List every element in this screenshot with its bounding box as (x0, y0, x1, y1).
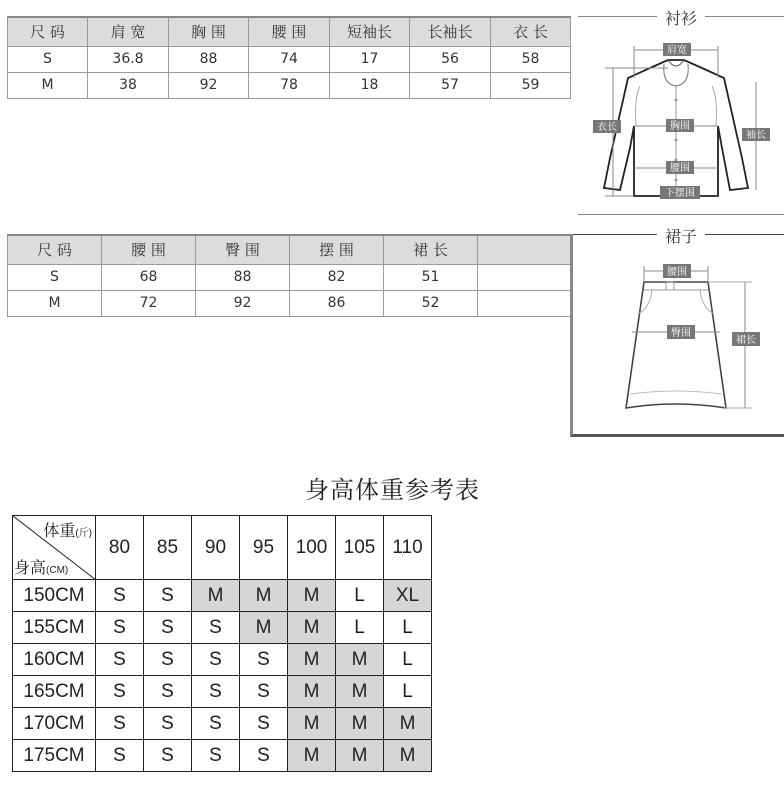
header-cell: 尺 码 (8, 235, 102, 264)
cell: 38 (88, 72, 169, 98)
shirt-size-table (7, 16, 571, 99)
reference-table-body (13, 580, 432, 772)
svg-text:下摆围: 下摆围 (665, 188, 695, 199)
size-cell: S (96, 740, 144, 772)
cell: 86 (290, 290, 384, 316)
size-cell: M (336, 740, 384, 772)
cell: 58 (491, 46, 571, 72)
size-cell: S (192, 676, 240, 708)
size-cell: M (240, 612, 288, 644)
corner-cell (13, 516, 96, 580)
size-cell: L (336, 612, 384, 644)
cell: 18 (330, 72, 410, 98)
table-row (13, 708, 432, 740)
skirt-length-label-tag (732, 332, 760, 346)
weight-header: 95 (240, 516, 288, 580)
cell: S (8, 46, 88, 72)
cell: M (8, 72, 88, 98)
chest-label-tag (666, 119, 694, 132)
size-cell: M (336, 708, 384, 740)
svg-text:胸围: 胸围 (670, 121, 690, 132)
cell: 51 (384, 264, 478, 290)
sleeve-label-tag (742, 128, 770, 141)
skirt-diagram (590, 258, 784, 423)
height-header: 170CM (13, 708, 96, 740)
size-cell: S (96, 708, 144, 740)
header-cell: 裙 长 (384, 235, 478, 264)
svg-text:裙长: 裙长 (736, 335, 756, 346)
shirt-diagram (590, 38, 784, 206)
cell (478, 264, 571, 290)
table-row (8, 290, 571, 316)
cell: M (8, 290, 102, 316)
size-cell: L (384, 612, 432, 644)
size-cell: S (192, 644, 240, 676)
shirt-diagram-title: 衬衫 (657, 6, 705, 29)
size-cell: S (144, 676, 192, 708)
weight-header: 90 (192, 516, 240, 580)
header-cell: 衣 长 (491, 17, 571, 46)
size-cell: L (336, 580, 384, 612)
header-cell: 肩 宽 (88, 17, 169, 46)
weight-header: 80 (96, 516, 144, 580)
cell: 52 (384, 290, 478, 316)
hem-label-tag (660, 186, 700, 199)
table-row (13, 676, 432, 708)
height-axis-label: 身高(CM) (14, 560, 69, 577)
skirt-waist-label-tag (663, 264, 691, 278)
table-row (8, 264, 571, 290)
header-cell: 尺 码 (8, 17, 88, 46)
size-cell: M (240, 580, 288, 612)
size-cell: M (288, 708, 336, 740)
weight-header: 105 (336, 516, 384, 580)
size-cell: S (240, 708, 288, 740)
cell: 78 (249, 72, 330, 98)
weight-header: 85 (144, 516, 192, 580)
cell: 88 (169, 46, 249, 72)
size-cell: L (384, 644, 432, 676)
cell: S (8, 264, 102, 290)
table-row (8, 72, 571, 98)
size-cell: S (96, 612, 144, 644)
size-cell: S (144, 580, 192, 612)
header-cell: 臀 围 (196, 235, 290, 264)
cell: 36.8 (88, 46, 169, 72)
skirt-size-table (7, 234, 571, 317)
size-cell: M (288, 580, 336, 612)
cell: 72 (102, 290, 196, 316)
header-cell (478, 235, 571, 264)
header-cell: 长袖长 (410, 17, 491, 46)
size-cell: S (96, 644, 144, 676)
size-cell: M (288, 644, 336, 676)
size-cell: S (192, 740, 240, 772)
size-cell: S (144, 708, 192, 740)
size-cell: M (192, 580, 240, 612)
size-cell: S (96, 676, 144, 708)
cell (478, 290, 571, 316)
skirt-diagram-title: 裙子 (657, 224, 705, 247)
size-cell: S (144, 612, 192, 644)
height-header: 150CM (13, 580, 96, 612)
cell: 17 (330, 46, 410, 72)
shirt-table-header (8, 17, 571, 46)
cell: 92 (196, 290, 290, 316)
size-cell: M (288, 740, 336, 772)
height-header: 160CM (13, 644, 96, 676)
size-cell: M (384, 740, 432, 772)
size-cell: S (240, 740, 288, 772)
divider (578, 214, 784, 215)
cell: 82 (290, 264, 384, 290)
weight-header: 100 (288, 516, 336, 580)
size-cell: S (192, 708, 240, 740)
height-header: 175CM (13, 740, 96, 772)
svg-text:袖长: 袖长 (746, 130, 766, 141)
svg-text:腰围: 腰围 (670, 163, 690, 174)
svg-text:衣长: 衣长 (597, 122, 617, 133)
cell: 57 (410, 72, 491, 98)
weight-header-row (13, 516, 432, 580)
table-row (13, 740, 432, 772)
size-cell: S (240, 644, 288, 676)
table-row (13, 644, 432, 676)
weight-header: 110 (384, 516, 432, 580)
cell: 92 (169, 72, 249, 98)
size-cell: S (240, 676, 288, 708)
svg-text:肩宽: 肩宽 (667, 45, 687, 56)
height-header: 165CM (13, 676, 96, 708)
cell: 88 (196, 264, 290, 290)
reference-table-title: 身高体重参考表 (305, 476, 480, 504)
size-cell: M (288, 676, 336, 708)
skirt-hip-label-tag (667, 325, 695, 339)
table-row (8, 46, 571, 72)
header-cell: 胸 围 (169, 17, 249, 46)
height-weight-reference-table (12, 515, 432, 772)
header-cell: 腰 围 (249, 17, 330, 46)
size-cell: M (288, 612, 336, 644)
header-cell: 摆 围 (290, 235, 384, 264)
svg-text:腰围: 腰围 (667, 267, 687, 278)
table-row (13, 612, 432, 644)
size-cell: XL (384, 580, 432, 612)
cell: 59 (491, 72, 571, 98)
skirt-table-header (8, 235, 571, 264)
cell: 68 (102, 264, 196, 290)
size-cell: M (384, 708, 432, 740)
header-cell: 腰 围 (102, 235, 196, 264)
size-cell: S (144, 740, 192, 772)
svg-text:臀围: 臀围 (671, 328, 691, 339)
header-cell: 短袖长 (330, 17, 410, 46)
size-cell: L (384, 676, 432, 708)
size-cell: S (96, 580, 144, 612)
weight-axis-label: 体重(斤) (43, 523, 92, 540)
size-cell: S (144, 644, 192, 676)
length-label-tag (593, 120, 621, 133)
shoulder-label-tag (663, 43, 691, 56)
cell: 56 (410, 46, 491, 72)
size-cell: M (336, 644, 384, 676)
table-row (13, 580, 432, 612)
size-cell: M (336, 676, 384, 708)
size-cell: S (192, 612, 240, 644)
cell: 74 (249, 46, 330, 72)
waist-label-tag (666, 161, 694, 174)
height-header: 155CM (13, 612, 96, 644)
